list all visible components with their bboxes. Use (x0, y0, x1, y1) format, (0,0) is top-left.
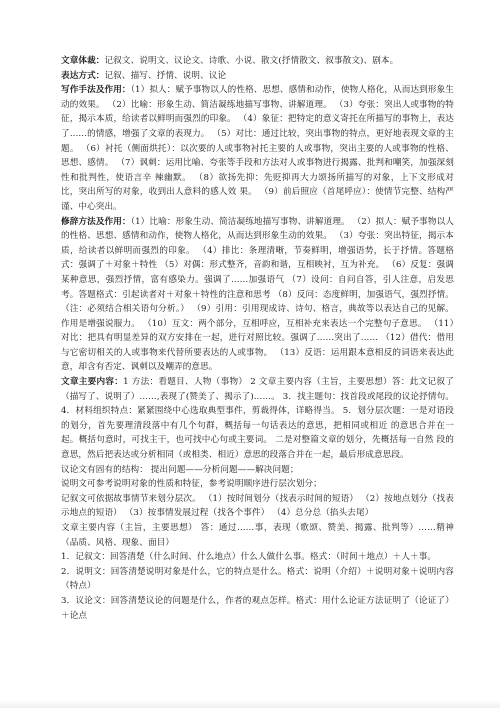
expository-format-paragraph (61, 565, 454, 594)
expression-label: 表达方式： (61, 70, 105, 81)
narrative-structure-text: 记叙文可依据故事情节来划分层次。 （1）按时间划分（找表示时间的短语） （2）按地点划分（找表示地点的短语） （3）按事情发展过程（找各个事件） （4）总分总（掐头去尾） (61, 493, 454, 519)
theme-answer-paragraph (61, 521, 454, 550)
main-content-label: 文章主要内容： (61, 377, 124, 388)
expository-structure-paragraph (61, 477, 454, 492)
argument-structure-text: 议论文有固有的结构： 提出问题——分析问题——解决问题； (61, 464, 299, 475)
narrative-format-text: 1．记叙文：回答清楚（什么时间、什么地点）什么人做什么事。格式：（时间＋地点）＋人＋事。 (61, 552, 437, 563)
writing-technique-label: 写作手法及作用： (61, 85, 131, 96)
genre-text: 记叙文、说明文、议论文、诗歌、小说、散文(抒情散文、叙事散文)、剧本。 (104, 56, 399, 66)
narrative-format-paragraph (61, 550, 454, 565)
expression-paragraph (61, 69, 454, 84)
argumentative-format-text: 3．议论文：回答清楚议论的问题是什么，作者的观点怎样。格式：用什么论证方法证明了（论证了）＋论点 (61, 595, 454, 621)
expository-structure-text: 说明文可参考说明对象的性质和特征，参考说明顺序进行层次划分； (61, 479, 322, 490)
main-content-text: 1 方法：看题目、人物（事物） 2 文章主要内容（主旨，主要思想）答：此文记叙了（描写了、说明了）……,表现了(赞美了、揭示了)……。 3．找主题句：找首段或尾段的议论抒情句。 4．材料组织特点：紧紧围绕中心选取典型事件，剪裁得体，详略得当。 5．划分层次题：一是对语段的划分，首先要理清段落中有几个句群，概括每一句话表达的意思，把相同或相近 的意思合并在一起。概括句意时，可找主干，也可找中心句或主要词。 二是对整篇文章的划分，先概括每一自然 段的意思，然后把表达或分析相同（或相类、相近）意思的段落合并在一起，最后形成意思段。 (61, 377, 454, 461)
narrative-structure-paragraph (61, 492, 454, 521)
genre-label: 文章体裁： (61, 56, 105, 66)
theme-answer-text: 文章主要内容（主旨，主要思想） 答：通过……事，表现（歌颂、赞美、揭露、批判等）……精神（品质、风格、现象、面目） (61, 523, 454, 548)
main-content-paragraph (61, 375, 454, 463)
genre-paragraph (61, 54, 454, 69)
argumentative-format-paragraph (61, 594, 454, 623)
page-bottom-shadow (0, 700, 500, 708)
writing-technique-text: （1）拟人：赋予事物以人的性格、思想、感情和动作，使物人格化，从而达到形象生动的效果。 （2）比喻：形象生动、简洁凝练地描写事物、讲解道理。 （3）夸张：突出人或事物的特征，揭示本质，给读者以鲜明而强烈的印象。 （4）象征：把特定的意义寄托在所描写的事物上，表达了……的情感，增强了文章的表现力。 （5）对比：通过比较，突出事物的特点，更好地表现文章的主题。 （6）衬托（侧面烘托）：以次要的人或事物衬托主要的人或事物，突出主要的人或事物的性格、思想、感情。 （7）讽刺：运用比喻、夸张等手段和方法对人或事物进行揭露、批判和嘲笑，加强深刻性和批判性，使语言辛 辣幽默。 （8）欲扬先抑：先贬抑再大力颂扬所描写的对象，上下文形成对比，突出所写的对象，收到出人意料的感人效 果。 （9）前后照应（首尾呼应）：使情节完整、结构严谨、中心突出。 (61, 85, 454, 212)
rhetoric-paragraph (61, 215, 454, 376)
expository-format-text: 2．说明文：回答清楚说明对象是什么，它的特点是什么。格式：说明（介绍）＋说明对象＋说明内容（特点） (61, 566, 454, 592)
rhetoric-text: （1）比喻：形象生动、简洁凝练地描写事物、讲解道理。 （2）拟人：赋予事物以人的性格、思想、感情和动作，使物人格化，从而达到形象生动的效果。 （3）夸张：突出特征，揭示本质，给读者以鲜明而强烈的印象。 （4）排比：条理清晰，节奏鲜明，增强语势，长于抒情。答题格式：强调了＋对象＋特性 （5）对偶：形式整齐，音韵和谐，互相映衬，互为补充。 （6）反复：强调某种意思，强烈抒情，富有感染力。强调了……加强语气 （7）设问：自问自答，引人注意，启发思考。答题格式：引起读者对＋对象＋特性的注意和思考 （8）反问：态度鲜明，加强语气，强烈抒情。（注：必须结合相关语句分析。） （9）引用：引用现成诗、诗句、格言，典故等以表达自己的见解。作用是增强说服力。 （10）互文：两个部分，互相呼应，互相补充来表达一个完整句子意思。 （11）对比：把具有明显差异的双方安排在一起，进行对照比较。强调了……突出了…… （12）借代：借用与它密切相关的人或事物来代替所要表达的人或事物。 （13）反语：运用跟本意相反的词语来表达此意，却含有否定、讽刺以及嘲弄的意思。 (61, 216, 454, 373)
expression-text: 记叙、描写、抒情、说明、议论 (104, 70, 227, 81)
writing-technique-paragraph (61, 83, 454, 214)
argument-structure-paragraph (61, 463, 454, 478)
rhetoric-label: 修辞方法及作用： (61, 216, 131, 227)
